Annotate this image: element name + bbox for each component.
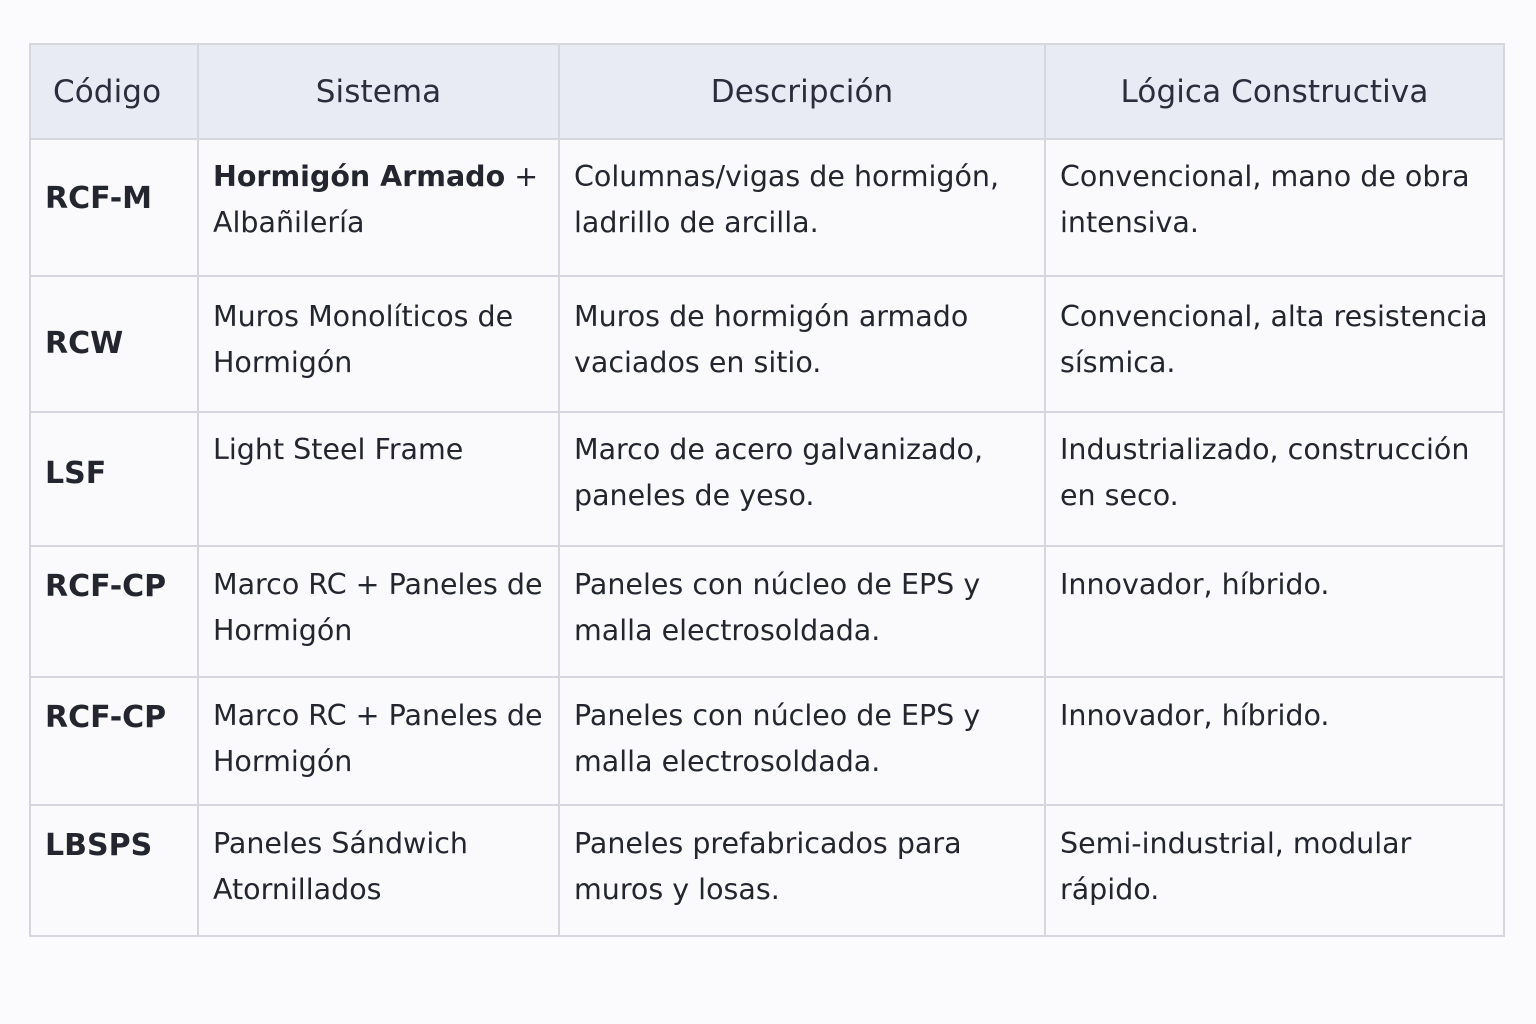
cell-description: Paneles prefabricados para muros y losas. [559, 805, 1045, 936]
table-row [30, 677, 1504, 805]
header-row [30, 44, 1504, 139]
cell-logic: Convencional, alta resistencia sísmica. [1045, 276, 1504, 412]
cell-description: Paneles con núcleo de EPS y malla electrosoldada. [559, 677, 1045, 805]
cell-code: RCW [30, 276, 198, 412]
table-row [30, 139, 1504, 276]
cell-logic: Semi-industrial, modular rápido. [1045, 805, 1504, 936]
cell-system: Marco RC + Paneles de Hormigón [198, 677, 559, 805]
cell-logic: Innovador, híbrido. [1045, 677, 1504, 805]
cell-code: LSF [30, 412, 198, 546]
cell-description: Columnas/vigas de hormigón, ladrillo de arcilla. [559, 139, 1045, 276]
table-row [30, 276, 1504, 412]
cell-code: LBSPS [30, 805, 198, 936]
cell-system-rest: + Albañilería [213, 160, 539, 239]
cell-logic: Innovador, híbrido. [1045, 546, 1504, 677]
cell-system: Light Steel Frame [198, 412, 559, 546]
cell-description: Paneles con núcleo de EPS y malla electrosoldada. [559, 546, 1045, 677]
table-body [30, 139, 1504, 936]
cell-system: Marco RC + Paneles de Hormigón [198, 546, 559, 677]
table-header [30, 44, 1504, 139]
table-row [30, 546, 1504, 677]
construction-systems-table [29, 43, 1505, 937]
header-logica-constructiva: Lógica Constructiva [1045, 44, 1504, 139]
table-row [30, 805, 1504, 936]
cell-system: Paneles Sándwich Atornillados [198, 805, 559, 936]
cell-logic: Convencional, mano de obra intensiva. [1045, 139, 1504, 276]
cell-code: RCF-M [30, 139, 198, 276]
cell-code: RCF-CP [30, 677, 198, 805]
cell-system: Muros Monolíticos de Hormigón [198, 276, 559, 412]
header-sistema: Sistema [198, 44, 559, 139]
construction-systems-table-container [29, 43, 1503, 937]
cell-logic: Industrializado, construcción en seco. [1045, 412, 1504, 546]
header-codigo: Código [30, 44, 198, 139]
cell-system-bold: Hormigón Armado [213, 160, 506, 193]
cell-system [198, 139, 559, 276]
table-row [30, 412, 1504, 546]
cell-code: RCF-CP [30, 546, 198, 677]
header-descripcion: Descripción [559, 44, 1045, 139]
cell-description: Marco de acero galvanizado, paneles de yeso. [559, 412, 1045, 546]
cell-description: Muros de hormigón armado vaciados en sitio. [559, 276, 1045, 412]
